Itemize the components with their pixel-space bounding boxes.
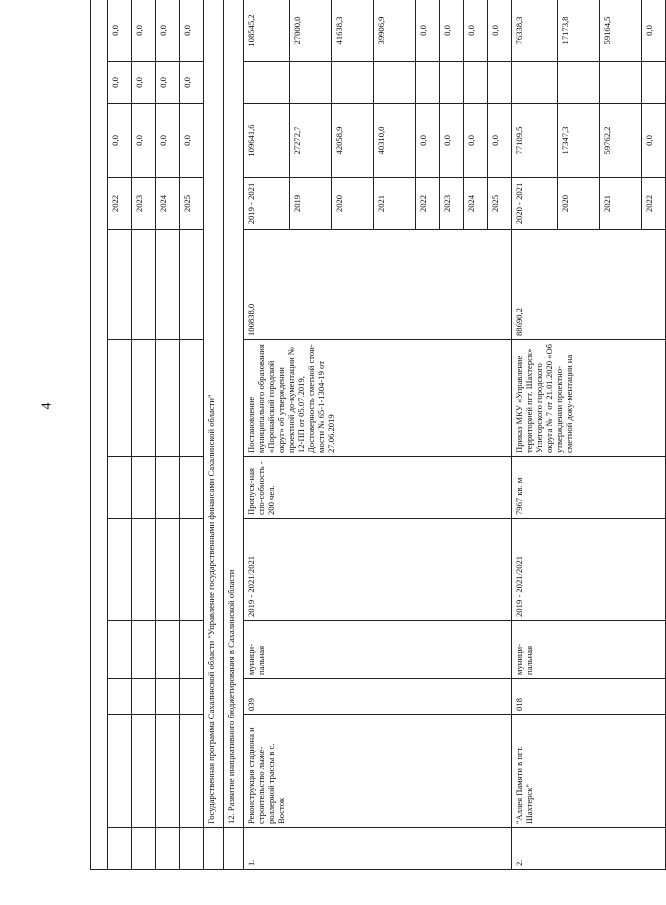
year-cell: 2021 [374,178,416,230]
total-cell: 0,0 [440,104,464,178]
fed-cell [558,62,600,104]
regional-cell: 0,0 [416,0,440,62]
total-cell: 0,0 [488,104,512,178]
object-name: Реконструкция стадиона и строительство лыже-роллерной трассы в с. Восток [244,715,512,828]
object-name: "Аллея Памяти в пгт. Шахтерск" [512,715,666,828]
document-cell: Приказ МКУ «Управление территорией пгт. Шахтерск» Углегорского городского округа № 7 от 21.01.2020 «Об утверждении проектно-сметной доку-ментации на [512,340,666,457]
capacity-cell: Пропуск-ная спо-собность - 200 чел. [244,457,512,519]
year-cell: 2021 [600,178,642,230]
regional-cell: 27000,0 [290,0,332,62]
fed-cell: 0,0 [180,62,204,104]
ownership-cell: муници-пальная [512,621,666,679]
entry-row [512,0,558,870]
table-row [156,0,180,870]
total-cell: 109641,6 [244,104,290,178]
regional-cell: 0,0 [642,0,666,62]
total-cell: 0,0 [416,104,440,178]
rotated-table-wrapper [90,14,654,870]
year-cell: 2020 [332,178,374,230]
period-cell: 2019 - 2021/2021 [512,519,666,621]
total-cell: 0,0 [108,104,132,178]
section-title: 12. Развитие инициативного бюджетирования в Сахалинской области [224,0,244,828]
section-row [224,0,244,870]
investment-table [90,0,666,870]
code-cell: 018 [512,679,666,715]
year-cell: 2025 [488,178,512,230]
total-cell: 77109,5 [512,104,558,178]
year-cell: 2020 [558,178,600,230]
program-row [204,0,224,870]
year-cell: 2022 [416,178,440,230]
table-row [108,0,132,870]
regional-cell: 108545,2 [244,0,290,62]
total-cell: 17347,3 [558,104,600,178]
regional-cell: 0,0 [180,0,204,62]
year-cell: 2019 [290,178,332,230]
total-cell: 0,0 [464,104,488,178]
total-cell: 0,0 [642,104,666,178]
cost-cell: 88690,2 [512,230,666,340]
year-cell: 2022 [108,178,132,230]
total-cell: 0,0 [132,104,156,178]
page-number: 4 [39,402,55,410]
fed-cell: 0,0 [108,62,132,104]
table-row [132,0,156,870]
total-cell: 42058,9 [332,104,374,178]
regional-cell: 0,0 [156,0,180,62]
fed-cell [416,62,440,104]
year-cell: 2023 [440,178,464,230]
table-row [180,0,204,870]
capacity-cell: 7967 кв. м [512,457,666,519]
year-cell: 2024 [464,178,488,230]
regional-cell: 76338,3 [512,0,558,62]
fed-cell [244,62,290,104]
fed-cell [374,62,416,104]
regional-cell: 0,0 [108,0,132,62]
fed-cell [290,62,332,104]
fed-cell: 0,0 [132,62,156,104]
fed-cell [464,62,488,104]
fed-cell [440,62,464,104]
program-title: Государственная программа Сахалинской области "Управление государственными финансами Сахалинской области" [204,0,224,828]
year-cell: 2020 - 2021 [512,178,558,230]
cost-cell: 100838,0 [244,230,512,340]
fed-cell [488,62,512,104]
total-cell: 0,0 [156,104,180,178]
fed-cell [332,62,374,104]
regional-cell: 59164,5 [600,0,642,62]
entry-number: 2. [512,828,666,870]
year-cell: 2023 [132,178,156,230]
code-cell: 039 [244,679,512,715]
regional-cell: 39906,9 [374,0,416,62]
entry-number: 1. [244,828,512,870]
year-cell: 2024 [156,178,180,230]
regional-cell: 0,0 [440,0,464,62]
fed-cell [600,62,642,104]
fed-cell [642,62,666,104]
total-cell: 59762,2 [600,104,642,178]
fed-cell [512,62,558,104]
fed-cell: 0,0 [156,62,180,104]
year-cell: 2022 [642,178,666,230]
document-cell: Постановление муниципального образования «Поронайский городской округ» об утверждении проектной до-кументации № 12-ПП от 05.07.2019, Достоверность сметной стои-мости № 65-1-1304-19 от 27.06.2019 [244,340,512,457]
total-cell: 27272,7 [290,104,332,178]
regional-cell: 0,0 [464,0,488,62]
year-cell: 2019 - 2021 [244,178,290,230]
year-cell: 2025 [180,178,204,230]
ownership-cell: муници-пальная [244,621,512,679]
regional-cell: 41638,3 [332,0,374,62]
total-cell: 0,0 [180,104,204,178]
entry-row [244,0,290,870]
regional-cell: 0,0 [488,0,512,62]
regional-cell: 17173,8 [558,0,600,62]
top-blank-row [91,0,108,870]
total-cell: 40310,0 [374,104,416,178]
regional-cell: 0,0 [132,0,156,62]
period-cell: 2019 - 2021/2021 [244,519,512,621]
